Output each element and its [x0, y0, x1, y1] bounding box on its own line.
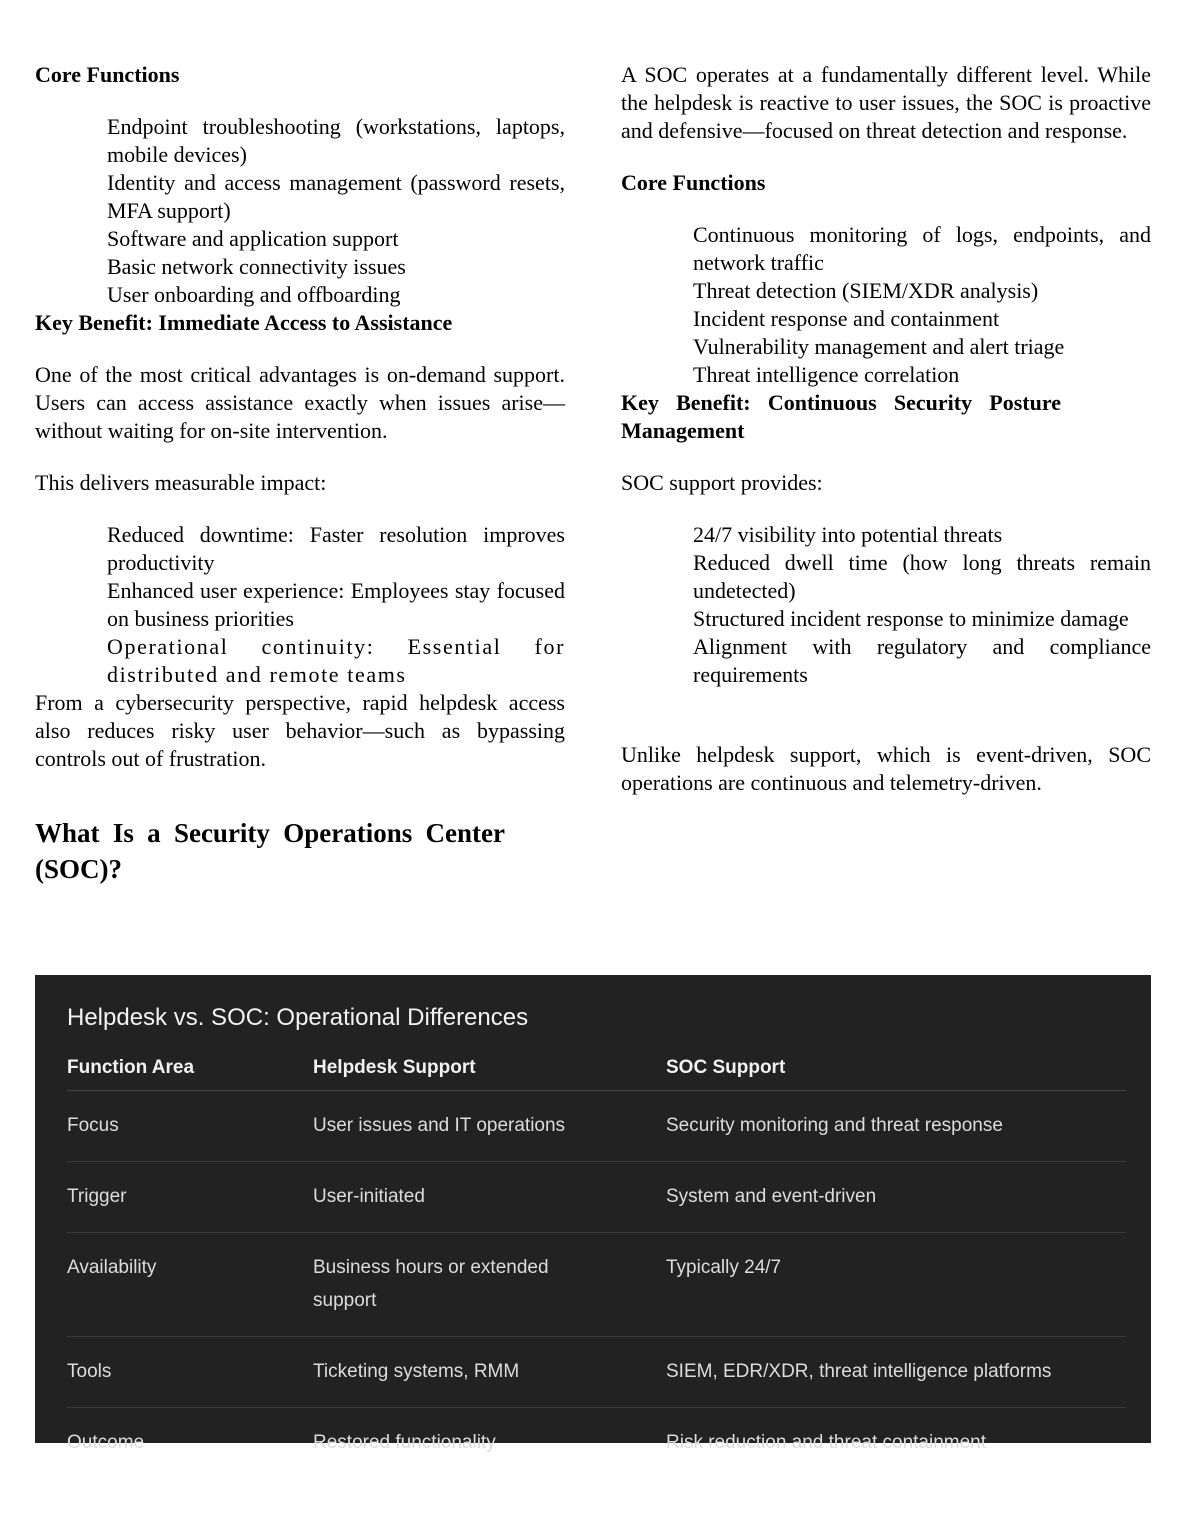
cell-text: Business hours or extended support [313, 1257, 549, 1311]
column-header: Function Area [67, 1047, 313, 1091]
paragraph: Unlike helpdesk support, which is event-driven, SOC operations are continuous and telemetry-driven. [621, 742, 1151, 795]
list-item: Threat intelligence correlation [693, 362, 960, 387]
soc-benefits-list [621, 521, 1151, 689]
table-row [67, 1408, 1126, 1479]
comparison-table [67, 1047, 1126, 1478]
list-item: Threat detection (SIEM/XDR analysis) [693, 278, 1039, 303]
list-item: Vulnerability management and alert triage [693, 334, 1065, 359]
paragraph: SOC support provides: [621, 470, 823, 495]
helpdesk-core-functions-list [35, 113, 565, 309]
table-cell: Security monitoring and threat response [666, 1091, 1126, 1162]
table-cell: SIEM, EDR/XDR, threat intelligence platforms [666, 1337, 1126, 1408]
column-header: Helpdesk Support [313, 1047, 666, 1091]
core-functions-heading: Core Functions [35, 62, 180, 87]
table-row [67, 1091, 1126, 1162]
table-cell [313, 1408, 666, 1479]
table-cell [313, 1091, 666, 1162]
soc-core-functions-list [621, 221, 1151, 389]
key-benefit-heading: Key Benefit: Immediate Access to Assistance [35, 310, 453, 335]
paragraph: One of the most critical advantages is on-demand support. Users can access assistance exactly when issues arise—without waiting for on-site intervention. [35, 362, 565, 443]
table-title: Helpdesk vs. SOC: Operational Differences [67, 1004, 529, 1031]
table-cell [313, 1337, 666, 1408]
list-item: Operational continuity: Essential for distributed and remote teams [107, 634, 565, 687]
table-cell: Typically 24/7 [666, 1233, 1126, 1337]
comparison-table-panel [35, 975, 1151, 1453]
cell-text: User issues and IT operations [313, 1115, 566, 1136]
table-row [67, 1337, 1126, 1408]
table-row [67, 1162, 1126, 1233]
impact-list [35, 521, 565, 689]
table-cell: Tools [67, 1337, 313, 1408]
column-header: SOC Support [666, 1047, 1126, 1091]
list-item: User onboarding and offboarding [107, 282, 401, 307]
table-cell: Risk reduction and threat containment [666, 1432, 987, 1453]
table-cell [313, 1162, 666, 1233]
cell-text: Restored functionality [313, 1432, 496, 1453]
table-row [67, 1233, 1126, 1337]
paragraph: This delivers measurable impact: [35, 470, 327, 495]
list-item: Structured incident response to minimize damage [693, 606, 1129, 631]
list-item: 24/7 visibility into potential threats [693, 522, 1003, 547]
right-column [621, 61, 1151, 797]
section-heading-soc: What Is a Security Operations Center (SOC)? [35, 818, 505, 884]
list-item: Endpoint troubleshooting (workstations, laptops, mobile devices) [107, 114, 565, 167]
table-cell: System and event-driven [666, 1162, 1126, 1233]
paragraph: A SOC operates at a fundamentally different level. While the helpdesk is reactive to user issues, the SOC is proactive and defensive—focused on threat detection and response. [621, 62, 1151, 143]
cell-text: Ticketing systems, RMM [313, 1361, 520, 1382]
list-item: Incident response and containment [693, 306, 1000, 331]
cell-text: User-initiated [313, 1186, 425, 1207]
list-item: Alignment with regulatory and compliance requirements [693, 634, 1151, 687]
list-item: Software and application support [107, 226, 399, 251]
list-item: Basic network connectivity issues [107, 254, 406, 279]
paragraph: From a cybersecurity perspective, rapid helpdesk access also reduces risky user behavior—such as bypassing controls out of frustration. [35, 690, 565, 771]
table-cell: Trigger [67, 1162, 313, 1233]
left-column [35, 61, 565, 887]
list-item: Continuous monitoring of logs, endpoints, and network traffic [693, 222, 1151, 275]
list-item: Reduced downtime: Faster resolution improves productivity [107, 522, 565, 575]
list-item: Identity and access management (password resets, MFA support) [107, 170, 565, 223]
table-cell: Outcome [67, 1432, 145, 1453]
table-cell [313, 1233, 666, 1337]
list-item: Reduced dwell time (how long threats remain undetected) [693, 550, 1151, 603]
table-cell: Availability [67, 1233, 313, 1337]
table-cell: Focus [67, 1091, 313, 1162]
list-item: Enhanced user experience: Employees stay focused on business priorities [107, 578, 565, 631]
key-benefit-heading: Key Benefit: Continuous Security Posture Management [621, 390, 1061, 443]
table-header-row [67, 1047, 1126, 1091]
core-functions-heading: Core Functions [621, 170, 766, 195]
